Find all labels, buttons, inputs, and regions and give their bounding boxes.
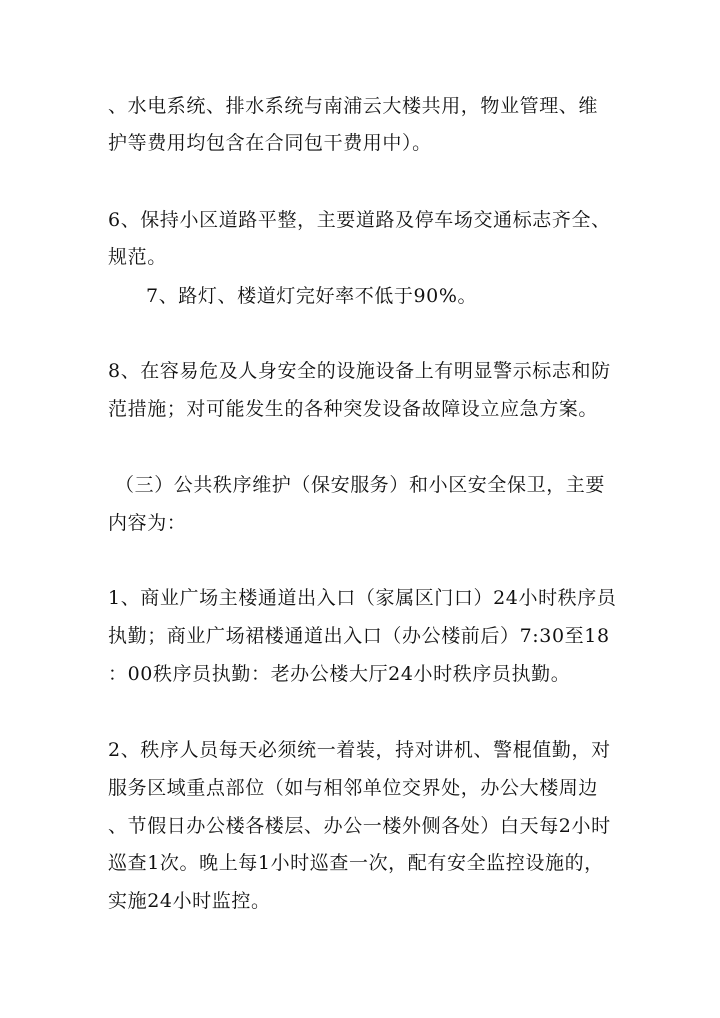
text-line: 内容为： bbox=[108, 512, 187, 534]
text-line: 服务区域重点部位（如与相邻单位交界处，办公大楼周边 bbox=[108, 777, 599, 799]
text-line: 巡查1次。晚上每1小时巡查一次，配有安全监控设施的， bbox=[108, 852, 604, 874]
text-line: 规范。 bbox=[108, 246, 167, 268]
text-line: 执勤；商业广场裙楼通道出入口（办公楼前后）7:30至18 bbox=[108, 625, 610, 647]
text-line: 6、保持小区道路平整，主要道路及停车场交通标志齐全、 bbox=[108, 209, 611, 231]
text-line: 、水电系统、排水系统与南浦云大楼共用，物业管理、维 bbox=[108, 95, 599, 117]
text-line: 7、路灯、楼道灯完好率不低于90%。 bbox=[146, 285, 478, 307]
text-line: 8、在容易危及人身安全的设施设备上有明显警示标志和防 bbox=[108, 360, 611, 382]
text-line: 护等费用均包含在合同包干费用中）。 bbox=[108, 132, 432, 154]
text-line: 实施24小时监控。 bbox=[108, 890, 271, 912]
text-line: 1、商业广场主楼通道出入口（家属区门口）24小时秩序员 bbox=[108, 587, 617, 609]
text-line: ：00秩序员执勤：老办公楼大厅24小时秩序员执勤。 bbox=[108, 663, 571, 685]
text-line: 2、秩序人员每天必须统一着装，持对讲机、警棍值勤，对 bbox=[108, 739, 611, 761]
text-line: 、节假日办公楼各楼层、办公一楼外侧各处）白天每2小时 bbox=[108, 815, 611, 837]
text-line: 范措施；对可能发生的各种突发设备故障设立应急方案。 bbox=[108, 398, 599, 420]
section-heading: （三）公共秩序维护（保安服务）和小区安全保卫，主要 bbox=[115, 474, 606, 496]
